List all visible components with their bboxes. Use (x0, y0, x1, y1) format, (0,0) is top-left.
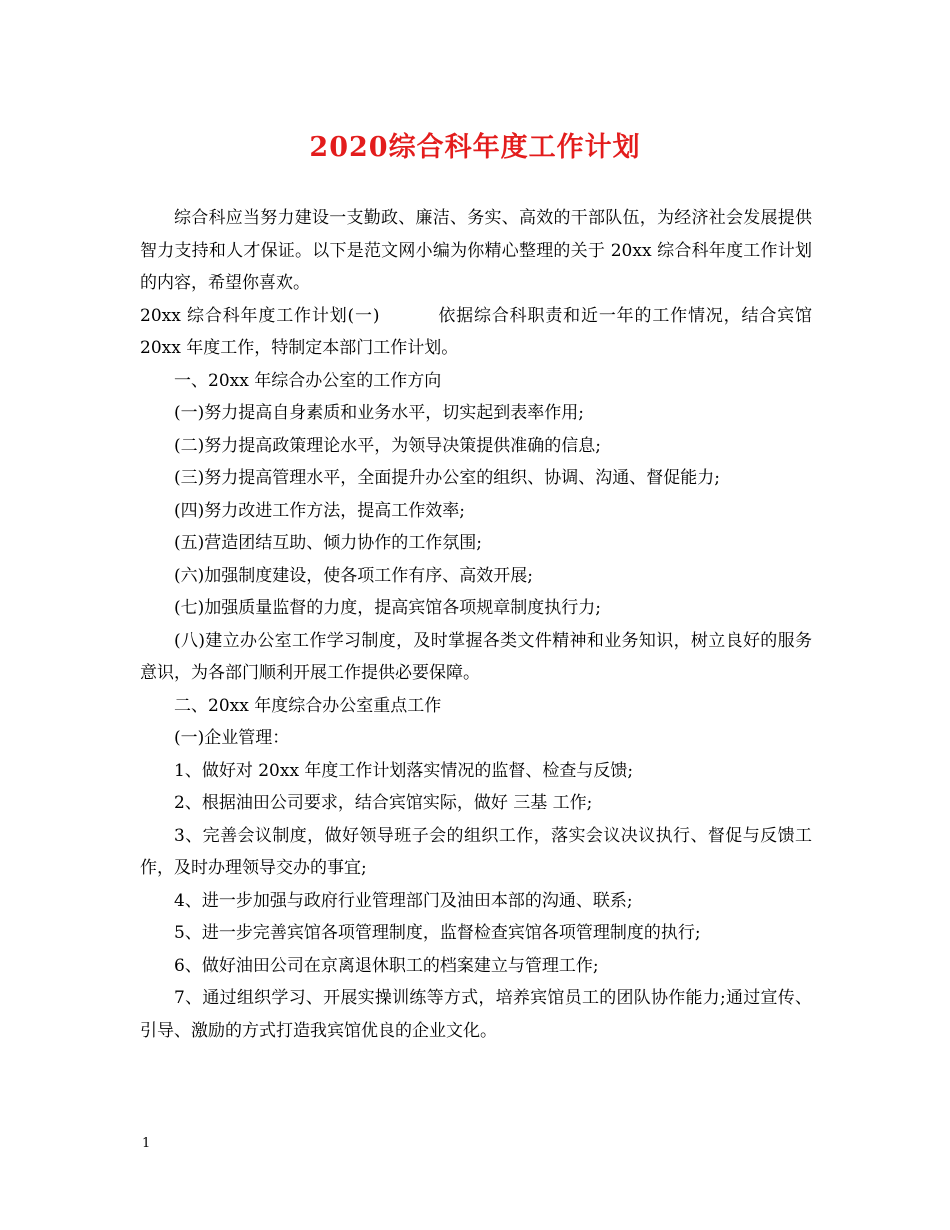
plan-paragraph (140, 300, 812, 365)
section2-item: 6、做好油田公司在京离退休职工的档案建立与管理工作; (174, 955, 599, 976)
section1-item: (七)加强质量监督的力度，提高宾馆各项规章制度执行力; (174, 598, 601, 618)
section1-heading: 一、20xx 年综合办公室的工作方向 (174, 370, 442, 391)
section1-item: (二)努力提高政策理论水平，为领导决策提供准确的信息; (174, 435, 601, 456)
section1-item: (六)加强制度建设，使各项工作有序、高效开展; (174, 565, 533, 586)
plan-lead: 依据综合科职责和近一年的工作情况，结合宾馆 20xx 年度工作，特制定本部门工作计划。 (140, 305, 812, 358)
intro-paragraph: 综合科应当努力建设一支勤政、廉洁、务实、高效的干部队伍，为经济社会发展提供智力支持和人才保证。以下是范文网小编为你精心整理的关于 20xx 综合科年度工作计划的内容，希望你喜欢。 (140, 208, 812, 293)
section1-item: (一)努力提高自身素质和业务水平，切实起到表率作用; (174, 403, 584, 423)
section1-item: (五)营造团结互助、倾力协作的工作氛围; (174, 533, 482, 553)
section2-item: 3、完善会议制度，做好领导班子会的组织工作，落实会议决议执行、督促与反馈工作，及时办理领导交办的事宜; (140, 825, 812, 878)
section1-item: (八)建立办公室工作学习制度，及时掌握各类文件精神和业务知识，树立良好的服务意识，为各部门顺利开展工作提供必要保障。 (140, 630, 812, 683)
page-number: 1 (142, 1136, 151, 1151)
section2-subheading: (一)企业管理： (174, 728, 290, 748)
section1-item: (三)努力提高管理水平，全面提升办公室的组织、协调、沟通、督促能力; (174, 468, 720, 488)
section2-heading: 二、20xx 年度综合办公室重点工作 (174, 695, 442, 716)
section2-item: 2、根据油田公司要求，结合宾馆实际，做好 三基 工作; (174, 793, 593, 813)
section2-item: 7、通过组织学习、开展实操训练等方式，培养宾馆员工的团队协作能力;通过宣传、引导、激励的方式打造我宾馆优良的企业文化。 (140, 988, 812, 1041)
document-body (140, 202, 812, 1047)
section2-item: 5、进一步完善宾馆各项管理制度，监督检查宾馆各项管理制度的执行; (174, 923, 701, 943)
document-title: 2020综合科年度工作计划 (309, 132, 641, 163)
plan-heading: 20xx 综合科年度工作计划(一) (140, 305, 380, 326)
section2-item: 4、进一步加强与政府行业管理部门及油田本部的沟通、联系; (174, 890, 633, 911)
section2-item: 1、做好对 20xx 年度工作计划落实情况的监督、检查与反馈; (174, 760, 634, 781)
section1-item: (四)努力改进工作方法，提高工作效率; (174, 500, 465, 521)
